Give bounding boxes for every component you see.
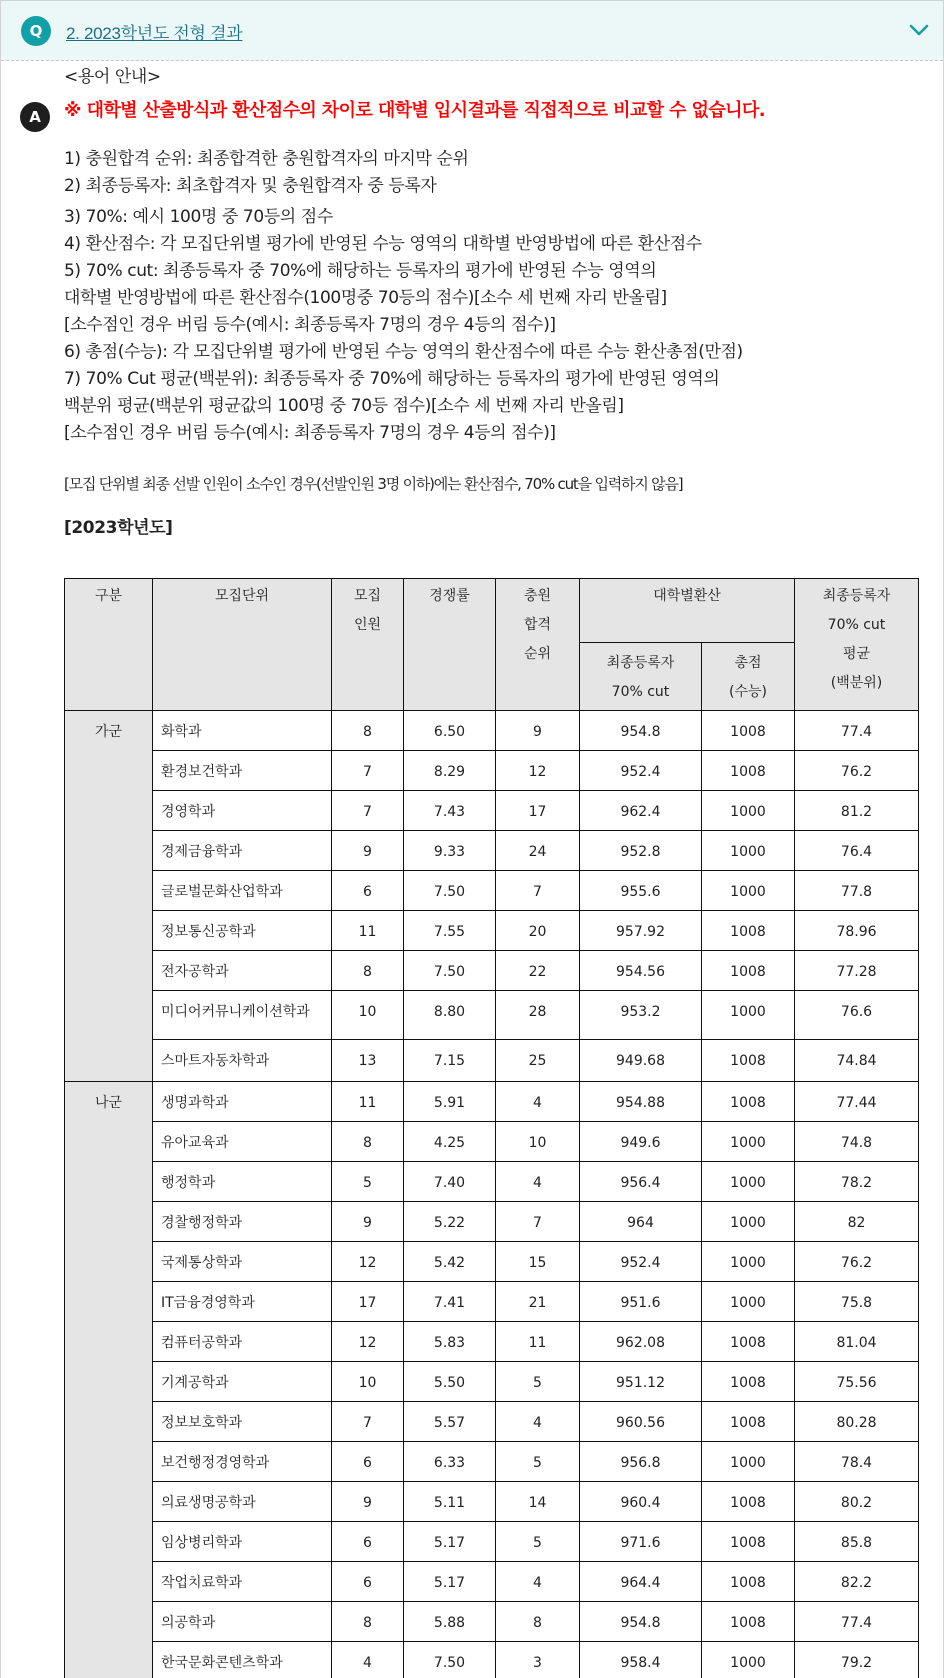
cell-unit: 환경보건학과 xyxy=(153,751,332,791)
header-unit: 모집단위 xyxy=(153,579,332,711)
cell-total: 1008 xyxy=(702,1402,795,1442)
cell-avg: 76.2 xyxy=(795,1242,919,1282)
cell-avg: 81.04 xyxy=(795,1322,919,1362)
cell-rank: 22 xyxy=(496,951,580,991)
cell-unit: 임상병리학과 xyxy=(153,1522,332,1562)
cell-avg: 78.4 xyxy=(795,1442,919,1482)
cell-competition: 7.50 xyxy=(404,1642,496,1678)
cell-avg: 77.28 xyxy=(795,951,919,991)
cell-cut70: 954.8 xyxy=(580,1602,702,1642)
cell-quota: 11 xyxy=(332,1082,404,1122)
cell-total: 1000 xyxy=(702,1162,795,1202)
cell-competition: 7.15 xyxy=(404,1040,496,1082)
table-row xyxy=(65,831,919,871)
cell-rank: 24 xyxy=(496,831,580,871)
cell-unit: 글로벌문화산업학과 xyxy=(153,871,332,911)
cell-competition: 7.43 xyxy=(404,791,496,831)
table-row xyxy=(65,1642,919,1678)
table-row xyxy=(65,951,919,991)
note-text: [모집 단위별 최종 선발 인원이 소수인 경우(선발인원 3명 이하)에는 환산점수, 70% cut을 입력하지 않음] xyxy=(64,475,683,493)
cell-quota: 7 xyxy=(332,751,404,791)
cell-avg: 74.84 xyxy=(795,1040,919,1082)
a-badge: A xyxy=(20,102,50,132)
cell-cut70: 953.2 xyxy=(580,991,702,1040)
header-total: 총점 (수능) xyxy=(702,643,795,711)
cell-competition: 5.17 xyxy=(404,1522,496,1562)
answer-content xyxy=(64,67,924,542)
cell-competition: 5.42 xyxy=(404,1242,496,1282)
cell-total: 1008 xyxy=(702,711,795,751)
definition-line: [소수점인 경우 버림 등수(예시: 최종등록자 7명의 경우 4등의 점수)] xyxy=(64,423,556,443)
cell-rank: 3 xyxy=(496,1642,580,1678)
cell-avg: 74.8 xyxy=(795,1122,919,1162)
cell-cut70: 951.6 xyxy=(580,1282,702,1322)
cell-quota: 17 xyxy=(332,1282,404,1322)
cell-cut70: 955.6 xyxy=(580,871,702,911)
cell-rank: 8 xyxy=(496,1602,580,1642)
cell-rank: 28 xyxy=(496,991,580,1040)
cell-avg: 82.2 xyxy=(795,1562,919,1602)
cell-quota: 9 xyxy=(332,1482,404,1522)
cell-quota: 10 xyxy=(332,1362,404,1402)
cell-competition: 5.83 xyxy=(404,1322,496,1362)
cell-rank: 10 xyxy=(496,1122,580,1162)
cell-rank: 21 xyxy=(496,1282,580,1322)
cell-avg: 75.56 xyxy=(795,1362,919,1402)
header-conversion: 대학별환산 xyxy=(580,579,795,643)
cell-total: 1000 xyxy=(702,1242,795,1282)
cell-quota: 8 xyxy=(332,1122,404,1162)
cell-rank: 5 xyxy=(496,1362,580,1402)
cell-cut70: 960.4 xyxy=(580,1482,702,1522)
cell-quota: 9 xyxy=(332,831,404,871)
table-row xyxy=(65,1322,919,1362)
table-row xyxy=(65,791,919,831)
cell-avg: 81.2 xyxy=(795,791,919,831)
header-quota: 모집 인원 xyxy=(332,579,404,711)
cell-unit: 컴퓨터공학과 xyxy=(153,1322,332,1362)
cell-unit: 경영학과 xyxy=(153,791,332,831)
cell-quota: 6 xyxy=(332,1522,404,1562)
table-row xyxy=(65,711,919,751)
cell-rank: 5 xyxy=(496,1522,580,1562)
cell-unit: 국제통상학과 xyxy=(153,1242,332,1282)
cell-cut70: 954.8 xyxy=(580,711,702,751)
q-badge: Q xyxy=(21,16,51,46)
cell-unit: 기계공학과 xyxy=(153,1362,332,1402)
cell-unit: 스마트자동차학과 xyxy=(153,1040,332,1082)
cell-total: 1000 xyxy=(702,871,795,911)
cell-avg: 77.8 xyxy=(795,871,919,911)
cell-quota: 6 xyxy=(332,1442,404,1482)
cell-rank: 4 xyxy=(496,1162,580,1202)
cell-competition: 5.50 xyxy=(404,1362,496,1402)
cell-quota: 11 xyxy=(332,911,404,951)
table-row xyxy=(65,751,919,791)
cell-quota: 8 xyxy=(332,951,404,991)
cell-avg: 76.6 xyxy=(795,991,919,1040)
cell-avg: 77.4 xyxy=(795,711,919,751)
cell-unit: 경제금융학과 xyxy=(153,831,332,871)
cell-competition: 8.80 xyxy=(404,991,496,1040)
cell-cut70: 952.4 xyxy=(580,751,702,791)
table-row xyxy=(65,991,919,1040)
cell-total: 1000 xyxy=(702,1642,795,1678)
cell-quota: 7 xyxy=(332,1402,404,1442)
cell-rank: 7 xyxy=(496,1202,580,1242)
cell-avg: 78.96 xyxy=(795,911,919,951)
cell-competition: 5.88 xyxy=(404,1602,496,1642)
cell-total: 1008 xyxy=(702,1082,795,1122)
cell-unit: 한국문화콘텐츠학과 xyxy=(153,1642,332,1678)
cell-total: 1000 xyxy=(702,831,795,871)
cell-cut70: 960.56 xyxy=(580,1402,702,1442)
cell-quota: 13 xyxy=(332,1040,404,1082)
cell-cut70: 957.92 xyxy=(580,911,702,951)
cell-unit: 전자공학과 xyxy=(153,951,332,991)
cell-total: 1008 xyxy=(702,1602,795,1642)
definition-line: 4) 환산점수: 각 모집단위별 평가에 반영된 수능 영역의 대학별 반영방법에 따른 환산점수 xyxy=(64,234,702,254)
cell-cut70: 949.6 xyxy=(580,1122,702,1162)
cell-rank: 7 xyxy=(496,871,580,911)
definition-line: 5) 70% cut: 최종등록자 중 70%에 해당하는 등록자의 평가에 반영된 수능 영역의 xyxy=(64,261,657,281)
table-row xyxy=(65,871,919,911)
cell-unit: 보건행정경영학과 xyxy=(153,1442,332,1482)
cell-quota: 10 xyxy=(332,991,404,1040)
table-row xyxy=(65,1282,919,1322)
cell-unit: 경찰행정학과 xyxy=(153,1202,332,1242)
cell-unit: 의료생명공학과 xyxy=(153,1482,332,1522)
cell-cut70: 954.88 xyxy=(580,1082,702,1122)
cell-total: 1008 xyxy=(702,1482,795,1522)
cell-quota: 8 xyxy=(332,1602,404,1642)
cell-total: 1000 xyxy=(702,1282,795,1322)
cell-cut70: 971.6 xyxy=(580,1522,702,1562)
definition-line: 6) 총점(수능): 각 모집단위별 평가에 반영된 수능 영역의 환산점수에 따른 수능 환산총점(만점) xyxy=(64,342,743,362)
cell-cut70: 964 xyxy=(580,1202,702,1242)
cell-competition: 5.11 xyxy=(404,1482,496,1522)
cell-total: 1000 xyxy=(702,1202,795,1242)
header-cut70: 최종등록자 70% cut xyxy=(580,643,702,711)
cell-quota: 6 xyxy=(332,1562,404,1602)
definition-line: 3) 70%: 예시 100명 중 70등의 점수 xyxy=(64,207,333,227)
cell-competition: 9.33 xyxy=(404,831,496,871)
terms-intro: <용어 안내> xyxy=(64,67,161,87)
cell-competition: 5.91 xyxy=(404,1082,496,1122)
cell-avg: 75.8 xyxy=(795,1282,919,1322)
cell-avg: 80.2 xyxy=(795,1482,919,1522)
cell-cut70: 956.8 xyxy=(580,1442,702,1482)
cell-avg: 77.44 xyxy=(795,1082,919,1122)
question-title-link[interactable]: 2. 2023학년도 전형 결과 xyxy=(66,24,243,43)
table-row xyxy=(65,1562,919,1602)
cell-cut70: 964.4 xyxy=(580,1562,702,1602)
cell-competition: 7.50 xyxy=(404,951,496,991)
cell-quota: 12 xyxy=(332,1322,404,1362)
cell-rank: 4 xyxy=(496,1082,580,1122)
chevron-down-icon[interactable] xyxy=(909,23,929,37)
table-row xyxy=(65,1442,919,1482)
cell-quota: 6 xyxy=(332,871,404,911)
definition-line: 7) 70% Cut 평균(백분위): 최종등록자 중 70%에 해당하는 등록자의 평가에 반영된 영역의 xyxy=(64,369,720,389)
cell-total: 1000 xyxy=(702,991,795,1040)
cell-rank: 25 xyxy=(496,1040,580,1082)
cell-avg: 76.4 xyxy=(795,831,919,871)
cell-unit: IT금융경영학과 xyxy=(153,1282,332,1322)
cell-competition: 7.40 xyxy=(404,1162,496,1202)
cell-cut70: 958.4 xyxy=(580,1642,702,1678)
table-row xyxy=(65,1402,919,1442)
table-row xyxy=(65,911,919,951)
cell-rank: 20 xyxy=(496,911,580,951)
group-cell: 가군 xyxy=(65,711,153,1082)
cell-cut70: 954.56 xyxy=(580,951,702,991)
question-header[interactable] xyxy=(1,1,943,61)
table-row xyxy=(65,1602,919,1642)
cell-total: 1008 xyxy=(702,911,795,951)
cell-unit: 정보보호학과 xyxy=(153,1402,332,1442)
cell-avg: 82 xyxy=(795,1202,919,1242)
cell-competition: 6.33 xyxy=(404,1442,496,1482)
cell-competition: 5.17 xyxy=(404,1562,496,1602)
cell-avg: 85.8 xyxy=(795,1522,919,1562)
table-row xyxy=(65,1040,919,1082)
cell-competition: 7.55 xyxy=(404,911,496,951)
cell-unit: 의공학과 xyxy=(153,1602,332,1642)
cell-quota: 9 xyxy=(332,1202,404,1242)
cell-quota: 8 xyxy=(332,711,404,751)
cell-unit: 행정학과 xyxy=(153,1162,332,1202)
cell-competition: 8.29 xyxy=(404,751,496,791)
cell-rank: 4 xyxy=(496,1562,580,1602)
cell-total: 1008 xyxy=(702,1562,795,1602)
cell-cut70: 951.12 xyxy=(580,1362,702,1402)
cell-unit: 유아교육과 xyxy=(153,1122,332,1162)
cell-rank: 11 xyxy=(496,1322,580,1362)
cell-total: 1008 xyxy=(702,751,795,791)
definition-line: 1) 충원합격 순위: 최종합격한 충원합격자의 마지막 순위 xyxy=(64,149,469,169)
cell-rank: 4 xyxy=(496,1402,580,1442)
header-avg-percentile: 최종등록자 70% cut 평균 (백분위) xyxy=(795,579,919,711)
cell-total: 1000 xyxy=(702,791,795,831)
cell-avg: 77.4 xyxy=(795,1602,919,1642)
cell-total: 1008 xyxy=(702,1322,795,1362)
cell-rank: 5 xyxy=(496,1442,580,1482)
definition-line: 백분위 평균(백분위 평균값의 100명 중 70등 점수)[소수 세 번째 자리 반올림] xyxy=(64,396,624,416)
header-rank: 충원 합격 순위 xyxy=(496,579,580,711)
cell-quota: 4 xyxy=(332,1642,404,1678)
cell-rank: 9 xyxy=(496,711,580,751)
cell-cut70: 956.4 xyxy=(580,1162,702,1202)
definition-line: 대학별 반영방법에 따른 환산점수(100명중 70등의 점수)[소수 세 번째 자리 반올림] xyxy=(64,288,667,308)
warning-text: ※ 대학별 산출방식과 환산점수의 차이로 대학별 입시결과를 직접적으로 비교할 수 없습니다. xyxy=(64,100,765,121)
cell-cut70: 962.08 xyxy=(580,1322,702,1362)
cell-competition: 7.50 xyxy=(404,871,496,911)
table-row xyxy=(65,1202,919,1242)
cell-quota: 5 xyxy=(332,1162,404,1202)
cell-cut70: 949.68 xyxy=(580,1040,702,1082)
cell-competition: 5.22 xyxy=(404,1202,496,1242)
cell-total: 1008 xyxy=(702,1362,795,1402)
cell-competition: 7.41 xyxy=(404,1282,496,1322)
cell-avg: 80.28 xyxy=(795,1402,919,1442)
cell-competition: 5.57 xyxy=(404,1402,496,1442)
cell-cut70: 952.8 xyxy=(580,831,702,871)
cell-cut70: 962.4 xyxy=(580,791,702,831)
table-row xyxy=(65,1362,919,1402)
cell-rank: 15 xyxy=(496,1242,580,1282)
cell-avg: 79.2 xyxy=(795,1642,919,1678)
table-row xyxy=(65,1082,919,1122)
cell-unit: 생명과학과 xyxy=(153,1082,332,1122)
table-row xyxy=(65,1162,919,1202)
cell-avg: 76.2 xyxy=(795,751,919,791)
cell-unit: 작업치료학과 xyxy=(153,1562,332,1602)
definition-line: 2) 최종등록자: 최초합격자 및 충원합격자 중 등록자 xyxy=(64,176,437,196)
cell-avg: 78.2 xyxy=(795,1162,919,1202)
table-row xyxy=(65,1242,919,1282)
cell-competition: 6.50 xyxy=(404,711,496,751)
cell-quota: 12 xyxy=(332,1242,404,1282)
cell-rank: 12 xyxy=(496,751,580,791)
cell-total: 1000 xyxy=(702,1442,795,1482)
group-cell: 나군 xyxy=(65,1082,153,1678)
definition-line: [소수점인 경우 버림 등수(예시: 최종등록자 7명의 경우 4등의 점수)] xyxy=(64,315,556,335)
cell-rank: 14 xyxy=(496,1482,580,1522)
cell-cut70: 952.4 xyxy=(580,1242,702,1282)
header-competition: 경쟁률 xyxy=(404,579,496,711)
cell-quota: 7 xyxy=(332,791,404,831)
section-title: [2023학년도] xyxy=(64,518,173,538)
cell-unit: 화학과 xyxy=(153,711,332,751)
header-group: 구분 xyxy=(65,579,153,711)
cell-total: 1008 xyxy=(702,1040,795,1082)
cell-rank: 17 xyxy=(496,791,580,831)
table-row xyxy=(65,1522,919,1562)
cell-unit: 미디어커뮤니케이션학과 xyxy=(153,991,332,1040)
cell-total: 1008 xyxy=(702,1522,795,1562)
table-row xyxy=(65,1122,919,1162)
table-row xyxy=(65,1482,919,1522)
cell-total: 1008 xyxy=(702,951,795,991)
cell-unit: 정보통신공학과 xyxy=(153,911,332,951)
results-table xyxy=(64,578,919,1678)
cell-total: 1000 xyxy=(702,1122,795,1162)
cell-competition: 4.25 xyxy=(404,1122,496,1162)
